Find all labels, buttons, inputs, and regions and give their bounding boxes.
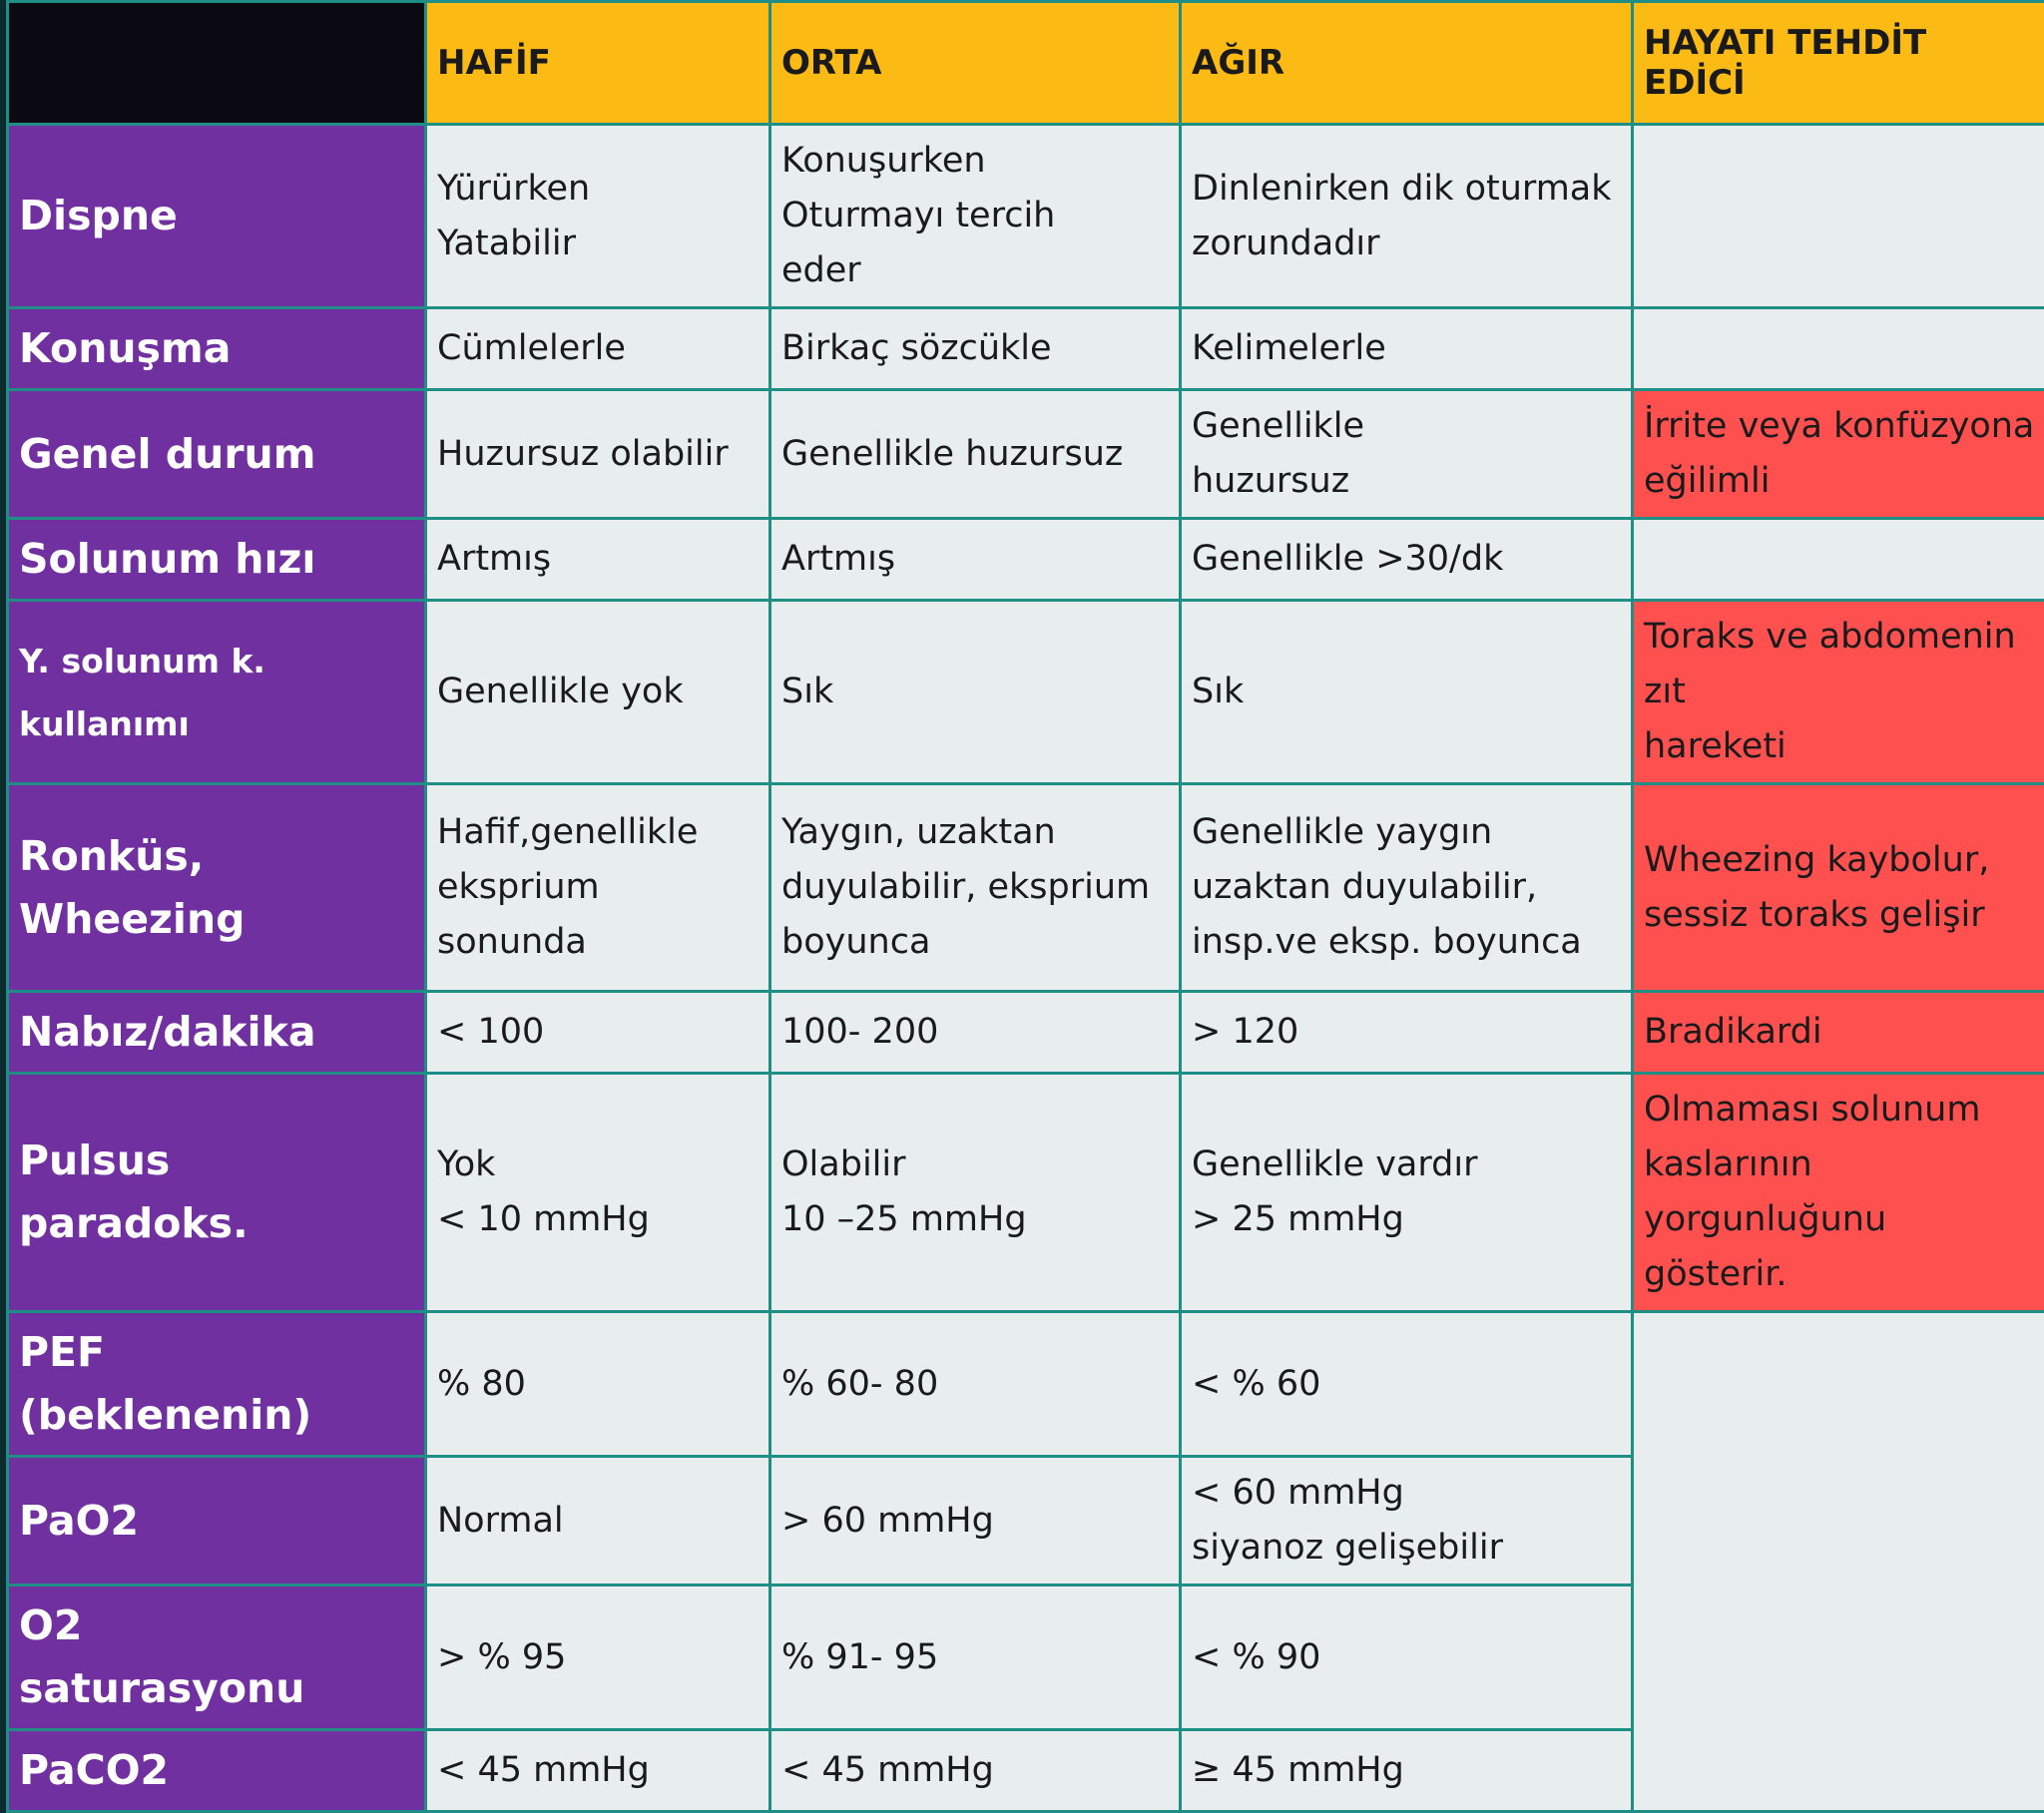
cell-orta: % 91- 95 bbox=[770, 1586, 1181, 1730]
cell-hafif: < 100 bbox=[426, 992, 770, 1074]
cell-tehdit: İrrite veya konfüzyona eğilimli bbox=[1633, 390, 2044, 519]
asthma-severity-table bbox=[6, 0, 2044, 1813]
row-pef bbox=[8, 1312, 2044, 1457]
row-label: Solunum hızı bbox=[8, 519, 426, 601]
cell-agir: Dinlenirken dik oturmak zorundadır bbox=[1181, 125, 1633, 308]
row-label: PaO2 bbox=[8, 1457, 426, 1586]
cell-agir: Genellikle vardır > 25 mmHg bbox=[1181, 1074, 1633, 1312]
cell-hafif: Huzursuz olabilir bbox=[426, 390, 770, 519]
cell-hafif: Cümlelerle bbox=[426, 308, 770, 390]
cell-agir: Genellikle yaygın uzaktan duyulabilir, insp.ve eksp. boyunca bbox=[1181, 784, 1633, 992]
row-label: PEF (beklenenin) bbox=[8, 1312, 426, 1457]
cell-tehdit: Olmaması solunum kaslarının yorgunluğunu gösterir. bbox=[1633, 1074, 2044, 1312]
cell-agir: ≥ 45 mmHg bbox=[1181, 1730, 1633, 1812]
cell-tehdit bbox=[1633, 519, 2044, 601]
row-genel-durum bbox=[8, 390, 2044, 519]
cell-orta: % 60- 80 bbox=[770, 1312, 1181, 1457]
cell-orta: > 60 mmHg bbox=[770, 1457, 1181, 1586]
row-label: Konuşma bbox=[8, 308, 426, 390]
cell-hafif: Hafif,genellikle eksprium sonunda bbox=[426, 784, 770, 992]
row-ronkus-wheezing bbox=[8, 784, 2044, 992]
row-label: O2 saturasyonu bbox=[8, 1586, 426, 1730]
cell-tehdit: Toraks ve abdomenin zıt hareketi bbox=[1633, 601, 2044, 784]
cell-agir: Sık bbox=[1181, 601, 1633, 784]
row-yardimci-solunum bbox=[8, 601, 2044, 784]
cell-hafif: Artmış bbox=[426, 519, 770, 601]
header-hafif: HAFİF bbox=[426, 2, 770, 125]
header-hayati-tehdit: HAYATI TEHDİT EDİCİ bbox=[1633, 2, 2044, 125]
cell-tehdit-empty bbox=[1633, 1312, 2044, 1812]
cell-agir: < % 90 bbox=[1181, 1586, 1633, 1730]
row-label: Nabız/dakika bbox=[8, 992, 426, 1074]
row-konusma bbox=[8, 308, 2044, 390]
row-label: Y. solunum k. kullanımı bbox=[8, 601, 426, 784]
cell-tehdit: Bradikardi bbox=[1633, 992, 2044, 1074]
cell-orta: Sık bbox=[770, 601, 1181, 784]
cell-orta: Konuşurken Oturmayı tercih eder bbox=[770, 125, 1181, 308]
cell-orta: Artmış bbox=[770, 519, 1181, 601]
cell-tehdit: Wheezing kaybolur, sessiz toraks gelişir bbox=[1633, 784, 2044, 992]
cell-agir: Genellikle >30/dk bbox=[1181, 519, 1633, 601]
cell-tehdit bbox=[1633, 308, 2044, 390]
cell-agir: < 60 mmHg siyanoz gelişebilir bbox=[1181, 1457, 1633, 1586]
cell-hafif: < 45 mmHg bbox=[426, 1730, 770, 1812]
cell-orta: Genellikle huzursuz bbox=[770, 390, 1181, 519]
cell-orta: Olabilir 10 –25 mmHg bbox=[770, 1074, 1181, 1312]
header-agir: AĞIR bbox=[1181, 2, 1633, 125]
cell-hafif: Yok < 10 mmHg bbox=[426, 1074, 770, 1312]
header-row bbox=[8, 2, 2044, 125]
row-label: Genel durum bbox=[8, 390, 426, 519]
cell-hafif: Yürürken Yatabilir bbox=[426, 125, 770, 308]
cell-orta: Birkaç sözcükle bbox=[770, 308, 1181, 390]
cell-tehdit bbox=[1633, 125, 2044, 308]
row-nabiz bbox=[8, 992, 2044, 1074]
cell-orta: Yaygın, uzaktan duyulabilir, eksprium boyunca bbox=[770, 784, 1181, 992]
row-label: Pulsus paradoks. bbox=[8, 1074, 426, 1312]
row-label: Ronküs, Wheezing bbox=[8, 784, 426, 992]
row-label: PaCO2 bbox=[8, 1730, 426, 1812]
cell-hafif: Genellikle yok bbox=[426, 601, 770, 784]
cell-hafif: > % 95 bbox=[426, 1586, 770, 1730]
cell-orta: < 45 mmHg bbox=[770, 1730, 1181, 1812]
row-pulsus-paradoks bbox=[8, 1074, 2044, 1312]
cell-hafif: Normal bbox=[426, 1457, 770, 1586]
row-dispne bbox=[8, 125, 2044, 308]
cell-orta: 100- 200 bbox=[770, 992, 1181, 1074]
header-corner bbox=[8, 2, 426, 125]
cell-agir: Genellikle huzursuz bbox=[1181, 390, 1633, 519]
cell-agir: Kelimelerle bbox=[1181, 308, 1633, 390]
cell-agir: > 120 bbox=[1181, 992, 1633, 1074]
row-solunum-hizi bbox=[8, 519, 2044, 601]
header-orta: ORTA bbox=[770, 2, 1181, 125]
cell-hafif: % 80 bbox=[426, 1312, 770, 1457]
row-label: Dispne bbox=[8, 125, 426, 308]
cell-agir: < % 60 bbox=[1181, 1312, 1633, 1457]
